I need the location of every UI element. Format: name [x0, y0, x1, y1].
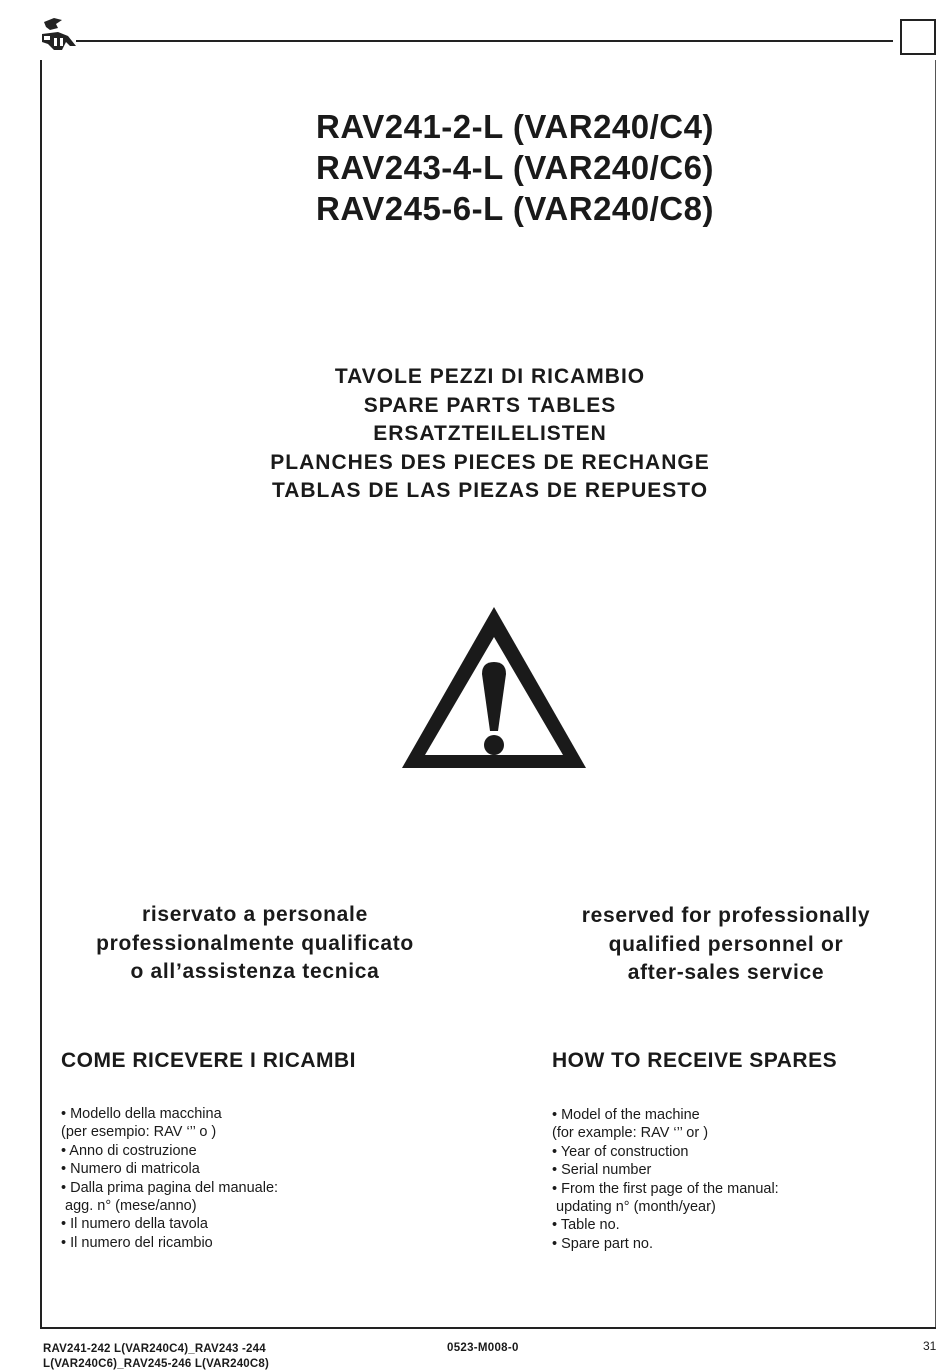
- reserved-notice-it: [60, 901, 450, 987]
- bottom-rule: [40, 1327, 936, 1329]
- list-item: • Il numero della tavola: [61, 1215, 361, 1233]
- reserved-line: qualified personnel or: [540, 931, 912, 960]
- model-title: RAV241-2-L (VAR240/C4): [200, 106, 830, 147]
- list-item: (per esempio: RAV ‘’’ o ): [61, 1123, 361, 1141]
- list-item: • Dalla prima pagina del manuale:: [61, 1179, 361, 1197]
- list-item: • From the first page of the manual:: [552, 1180, 852, 1198]
- reserved-notice-en: [540, 902, 912, 988]
- list-item: • Model of the machine: [552, 1106, 852, 1124]
- reserved-line: after-sales service: [540, 959, 912, 988]
- model-titles: [200, 106, 830, 229]
- empty-square-icon: [900, 19, 936, 55]
- left-border: [40, 60, 42, 1328]
- footer-line: L(VAR240C6)_RAV245-246 L(VAR240C8): [43, 1357, 343, 1371]
- reserved-line: professionalmente qualificato: [60, 930, 450, 959]
- list-item: • Numero di matricola: [61, 1160, 361, 1178]
- reserved-line: o all’assistenza tecnica: [60, 958, 450, 987]
- section-heading-it: COME RICEVERE I RICAMBI: [61, 1049, 356, 1073]
- requirements-list-en: [552, 1106, 852, 1253]
- list-item: • Il numero del ricambio: [61, 1234, 361, 1252]
- list-item: (for example: RAV ‘’’ or ): [552, 1124, 852, 1142]
- page-number: 31: [923, 1339, 936, 1353]
- spare-parts-subtitles: [200, 363, 780, 506]
- requirements-list-it: [61, 1105, 361, 1252]
- subtitle-line: ERSATZTEILELISTEN: [200, 420, 780, 449]
- subtitle-line: PLANCHES DES PIECES DE RECHANGE: [200, 449, 780, 478]
- list-item: • Anno di costruzione: [61, 1142, 361, 1160]
- reserved-line: reserved for professionally: [540, 902, 912, 931]
- list-item: updating n° (month/year): [552, 1198, 852, 1216]
- list-item: • Modello della macchina: [61, 1105, 361, 1123]
- right-border: [935, 60, 936, 1328]
- reserved-line: riservato a personale: [60, 901, 450, 930]
- subtitle-line: TABLAS DE LAS PIEZAS DE REPUESTO: [200, 477, 780, 506]
- footer-document-code: 0523-M008-0: [447, 1342, 519, 1354]
- footer-line: RAV241-242 L(VAR240C4)_RAV243 -244: [43, 1342, 343, 1357]
- footer-document-models: [43, 1342, 343, 1371]
- list-item: • Table no.: [552, 1216, 852, 1234]
- subtitle-line: SPARE PARTS TABLES: [200, 392, 780, 421]
- company-logo-icon: [40, 16, 78, 56]
- list-item: • Serial number: [552, 1161, 852, 1179]
- section-heading-en: HOW TO RECEIVE SPARES: [552, 1049, 837, 1073]
- list-item: • Year of construction: [552, 1143, 852, 1161]
- top-rule: [76, 40, 893, 42]
- list-item: agg. n° (mese/anno): [61, 1197, 361, 1215]
- model-title: RAV245-6-L (VAR240/C8): [200, 188, 830, 229]
- warning-triangle-icon: [398, 604, 590, 772]
- model-title: RAV243-4-L (VAR240/C6): [200, 147, 830, 188]
- list-item: • Spare part no.: [552, 1235, 852, 1253]
- subtitle-line: TAVOLE PEZZI DI RICAMBIO: [200, 363, 780, 392]
